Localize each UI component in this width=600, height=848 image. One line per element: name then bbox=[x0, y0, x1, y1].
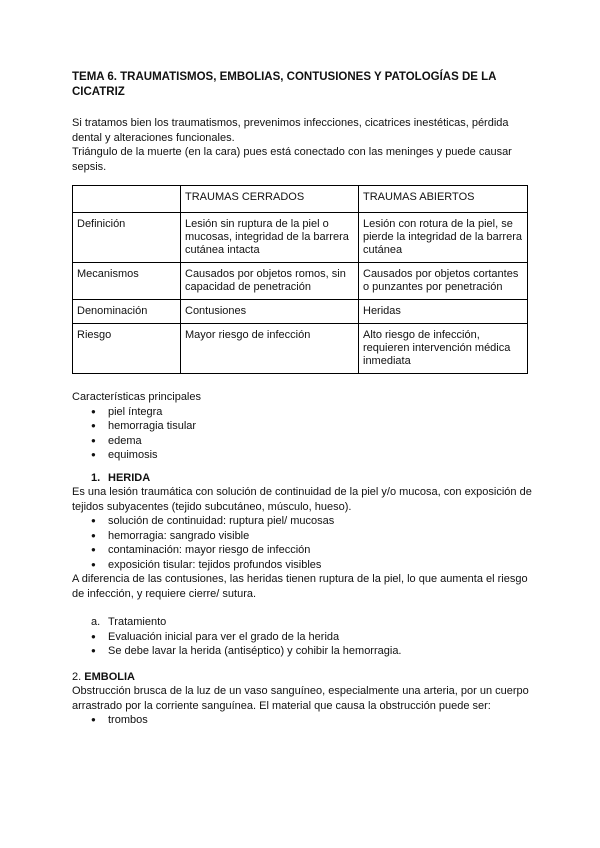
table-header-cell bbox=[73, 186, 181, 213]
tratamiento-heading bbox=[72, 615, 532, 630]
table-cell: Definición bbox=[73, 213, 181, 263]
section-title: EMBOLIA bbox=[84, 670, 135, 683]
trauma-comparison-table bbox=[72, 185, 528, 374]
list-item: ● equimosis bbox=[91, 448, 532, 463]
table-row bbox=[73, 324, 528, 374]
intro-paragraph-2: Triángulo de la muerte (en la cara) pues está conectado con las meninges y puede causar sepsis. bbox=[72, 146, 512, 173]
table-cell: Mecanismos bbox=[73, 263, 181, 300]
table-cell: Mayor riesgo de infección bbox=[181, 324, 359, 374]
list-item: ● contaminación: mayor riesgo de infección bbox=[91, 543, 532, 558]
table-cell: Causados por objetos romos, sin capacidad de penetración bbox=[181, 263, 359, 300]
table-cell: Lesión sin ruptura de la piel o mucosas, integridad de la barrera cutánea intacta bbox=[181, 213, 359, 263]
table-cell: Lesión con rotura de la piel, se pierde la integridad de la barrera cutánea bbox=[359, 213, 528, 263]
table-row bbox=[73, 263, 528, 300]
table-header-cell: TRAUMAS ABIERTOS bbox=[359, 186, 528, 213]
table-cell: Contusiones bbox=[181, 300, 359, 324]
table-cell: Denominación bbox=[73, 300, 181, 324]
subsection-title: Tratamiento bbox=[108, 616, 167, 628]
list-item: ● hemorragia: sangrado visible bbox=[91, 529, 532, 544]
section-herida-heading bbox=[72, 471, 532, 486]
subsection-letter: a. bbox=[91, 616, 101, 628]
tratamiento-list bbox=[72, 630, 532, 659]
spacer bbox=[72, 601, 532, 615]
table-cell: Causados por objetos cortantes o punzantes por penetración bbox=[359, 263, 528, 300]
embolia-list bbox=[72, 713, 532, 728]
table-row bbox=[73, 300, 528, 324]
list-item: ● Se debe lavar la herida (antiséptico) y cohibir la hemorragia. bbox=[91, 644, 532, 659]
list-item: ● trombos bbox=[91, 713, 532, 728]
characteristics-heading: Características principales bbox=[72, 391, 201, 403]
table-cell: Heridas bbox=[359, 300, 528, 324]
section-number: 1. bbox=[91, 471, 101, 484]
characteristics-list bbox=[72, 405, 532, 463]
list-item: ● piel íntegra bbox=[91, 405, 532, 420]
document-content bbox=[72, 70, 532, 728]
list-item: ● edema bbox=[91, 434, 532, 449]
intro bbox=[72, 116, 532, 174]
list-item: ● hemorragia tisular bbox=[91, 419, 532, 434]
table-cell: Alto riesgo de infección, requieren intervención médica inmediata bbox=[359, 324, 528, 374]
table-cell: Riesgo bbox=[73, 324, 181, 374]
table-row bbox=[73, 213, 528, 263]
document-title: TEMA 6. TRAUMATISMOS, EMBOLIAS, CONTUSIONES Y PATOLOGÍAS DE LA CICATRIZ bbox=[72, 71, 497, 98]
table-header-cell: TRAUMAS CERRADOS bbox=[181, 186, 359, 213]
herida-list bbox=[72, 514, 532, 572]
herida-note: A diferencia de las contusiones, las heridas tienen ruptura de la piel, lo que aumenta el riesgo de infección, y requiere cierre/ sutura. bbox=[72, 573, 528, 600]
section-embolia-heading bbox=[72, 670, 532, 685]
list-item: ● solución de continuidad: ruptura piel/ mucosas bbox=[91, 514, 532, 529]
intro-paragraph-1: Si tratamos bien los traumatismos, prevenimos infecciones, cicatrices inestéticas, pérdida dental y alteraciones funcionales. bbox=[72, 117, 509, 144]
list-item: ● exposición tisular: tejidos profundos visibles bbox=[91, 558, 532, 573]
section-number: 2. bbox=[72, 670, 82, 683]
list-item: ● Evaluación inicial para ver el grado de la herida bbox=[91, 630, 532, 645]
table-header-row bbox=[73, 186, 528, 213]
herida-definition: Es una lesión traumática con solución de continuidad de la piel y/o mucosa, con exposición de tejidos subyacentes (tejido subcutáneo, músculo, hueso). bbox=[72, 486, 532, 513]
section-title: HERIDA bbox=[108, 471, 151, 484]
embolia-definition: Obstrucción brusca de la luz de un vaso sanguíneo, especialmente una arteria, por un cuerpo arrastrado por la corriente sanguínea. El material que causa la obstrucción puede ser: bbox=[72, 685, 529, 712]
